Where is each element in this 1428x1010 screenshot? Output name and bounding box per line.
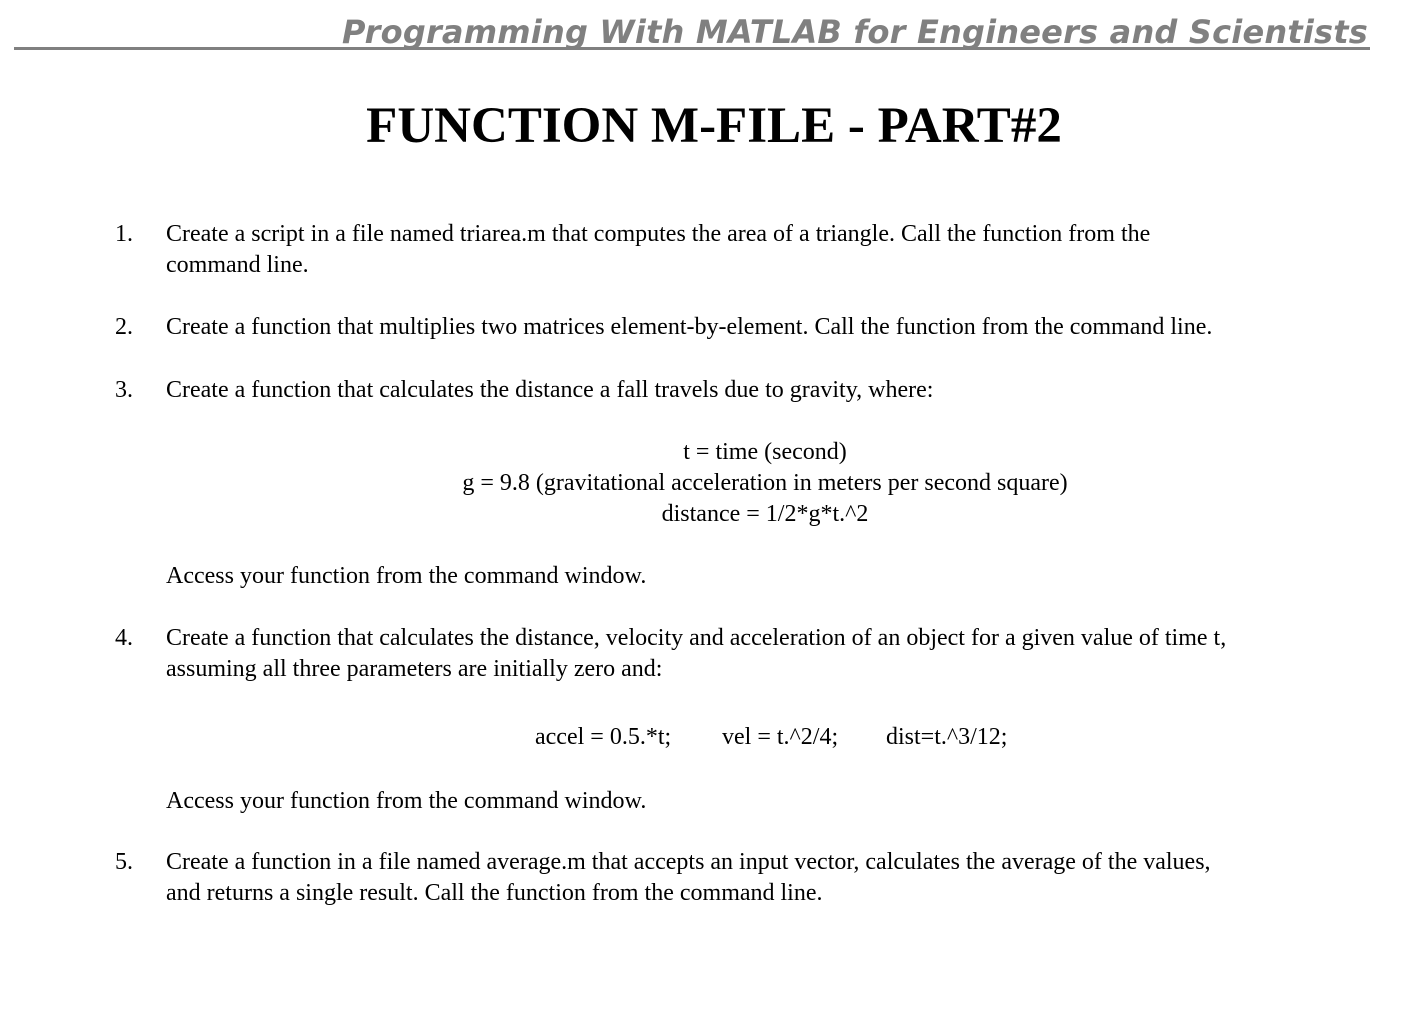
definition-time: t = time (second) xyxy=(683,439,847,465)
item-text-line: Create a function in a file named average.m that accepts an input vector, calculates the average of the values, xyxy=(166,849,1211,875)
item-text-line: Create a script in a file named triarea.m that computes the area of a triangle. Call the function from the xyxy=(166,221,1151,247)
item-text xyxy=(166,219,1366,281)
item-text-line: Create a function that calculates the distance a fall travels due to gravity, where: xyxy=(166,377,934,403)
definition-distance: distance = 1/2*g*t.^2 xyxy=(661,501,869,527)
item-text-line: Create a function that multiplies two matrices element-by-element. Call the function from the command line. xyxy=(166,314,1213,340)
item-text xyxy=(166,375,1366,406)
item-number: 1. xyxy=(115,221,133,247)
page-header xyxy=(14,12,1370,52)
item-text xyxy=(166,312,1366,343)
item-text xyxy=(166,623,1366,685)
equation-accel: accel = 0.5.*t; xyxy=(535,724,672,750)
equation-dist: dist=t.^3/12; xyxy=(886,724,1008,750)
item-text-line: Create a function that calculates the distance, velocity and acceleration of an object for a given value of time t, xyxy=(166,625,1227,651)
item-3-followup: Access your function from the command window. xyxy=(166,563,647,589)
book-title: Programming With MATLAB for Engineers and Scientists xyxy=(342,13,1368,51)
item-number: 5. xyxy=(115,849,133,875)
item-text-line: and returns a single result. Call the function from the command line. xyxy=(166,880,823,906)
equation-vel: vel = t.^2/4; xyxy=(722,724,839,750)
item-text xyxy=(166,847,1366,909)
item-number: 2. xyxy=(115,314,133,340)
definition-gravity: g = 9.8 (gravitational acceleration in meters per second square) xyxy=(462,470,1068,496)
item-number: 4. xyxy=(115,625,133,651)
item-text-line: assuming all three parameters are initially zero and: xyxy=(166,656,663,682)
item-number: 3. xyxy=(115,377,133,403)
page-title: FUNCTION M-FILE - PART#2 xyxy=(366,98,1062,154)
item-text-line: command line. xyxy=(166,252,309,278)
item-4-followup: Access your function from the command window. xyxy=(166,788,647,814)
